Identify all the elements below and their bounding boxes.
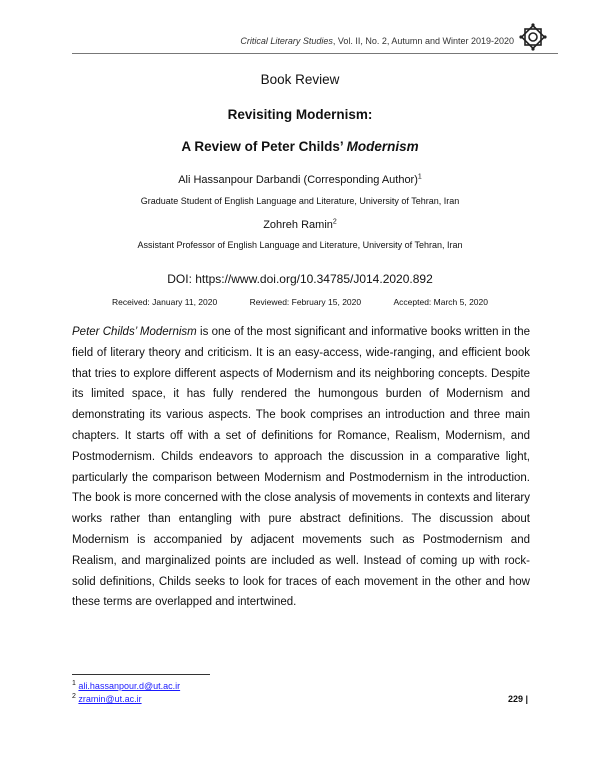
footnote-divider <box>72 674 210 675</box>
author-1-affiliation: Graduate Student of English Language and Literature, University of Tehran, Iran <box>140 196 460 206</box>
author-1-name: Ali Hassanpour Darbandi (Corresponding Author) <box>178 174 418 186</box>
accepted-date: Accepted: March 5, 2020 <box>393 297 488 307</box>
reviewed-date: Reviewed: February 15, 2020 <box>249 297 362 307</box>
author-1-footnote-mark: 1 <box>417 173 422 181</box>
footnote-1-email-link[interactable]: ali.hassanpour.d@ut.ac.ir <box>78 681 181 691</box>
running-header <box>240 36 514 46</box>
article-subtitle <box>0 139 600 154</box>
footnote-2 <box>72 694 142 704</box>
section-label: Book Review <box>260 72 340 87</box>
subtitle-italic: Modernism <box>346 139 419 154</box>
author-1 <box>0 174 600 186</box>
subtitle-prefix: A Review of Peter Childs’ <box>181 139 347 154</box>
footnote-1 <box>72 681 180 691</box>
author-2-name: Zohreh Ramin <box>263 219 333 231</box>
header-divider <box>72 53 558 54</box>
journal-issue: , Vol. II, No. 2, Autumn and Winter 2019-2020 <box>332 36 514 46</box>
article-dates <box>112 297 488 307</box>
footnote-2-mark: 2 <box>72 693 76 700</box>
body-lead-italic: Peter Childs’ Modernism <box>72 326 197 338</box>
received-date: Received: January 11, 2020 <box>112 297 218 307</box>
journal-logo-icon <box>518 22 548 52</box>
article-title: Revisiting Modernism: <box>227 107 373 122</box>
doi-link[interactable]: DOI: https://www.doi.org/10.34785/J014.2020.892 <box>167 272 433 286</box>
author-2-footnote-mark: 2 <box>332 218 337 226</box>
author-2 <box>0 219 600 231</box>
body-text: is one of the most significant and informative books written in the field of literary theory and criticism. It is an easy-access, wide-ranging, and efficient book that tries to explore different aspects of Modernism and its neighboring concepts. Despite its limited space, it has fully rendered the humongous burden of Modernism and demonstrating its various aspects. The book comprises an introduction and three main chapters. It starts off with a set of definitions for Romance, Realism, Modernism, and Postmodernism. Childs endeavors to approach the discussion in a comparative light, particularly the comparison between Modernism and Postmodernism in the introduction. The book is more concerned with the close analysis of movements in contexts and literary works rather than entangling with pure abstract definitions. The discussion about Modernism is accompanied by adjacent movements such as Postmodernism and Realism, and marginalized points are included as well. Instead of coming up with rock-solid definitions, Childs seeks to look for traces of each movement in the other and how these terms are overlapped and intertwined. <box>72 326 530 609</box>
journal-name: Critical Literary Studies <box>240 36 333 46</box>
footnote-2-email-link[interactable]: zramin@ut.ac.ir <box>78 694 142 704</box>
page-number: 229 | <box>507 694 528 704</box>
author-2-affiliation: Assistant Professor of English Language and Literature, University of Tehran, Iran <box>137 240 463 250</box>
review-body <box>72 322 530 613</box>
footnote-1-mark: 1 <box>72 680 76 687</box>
